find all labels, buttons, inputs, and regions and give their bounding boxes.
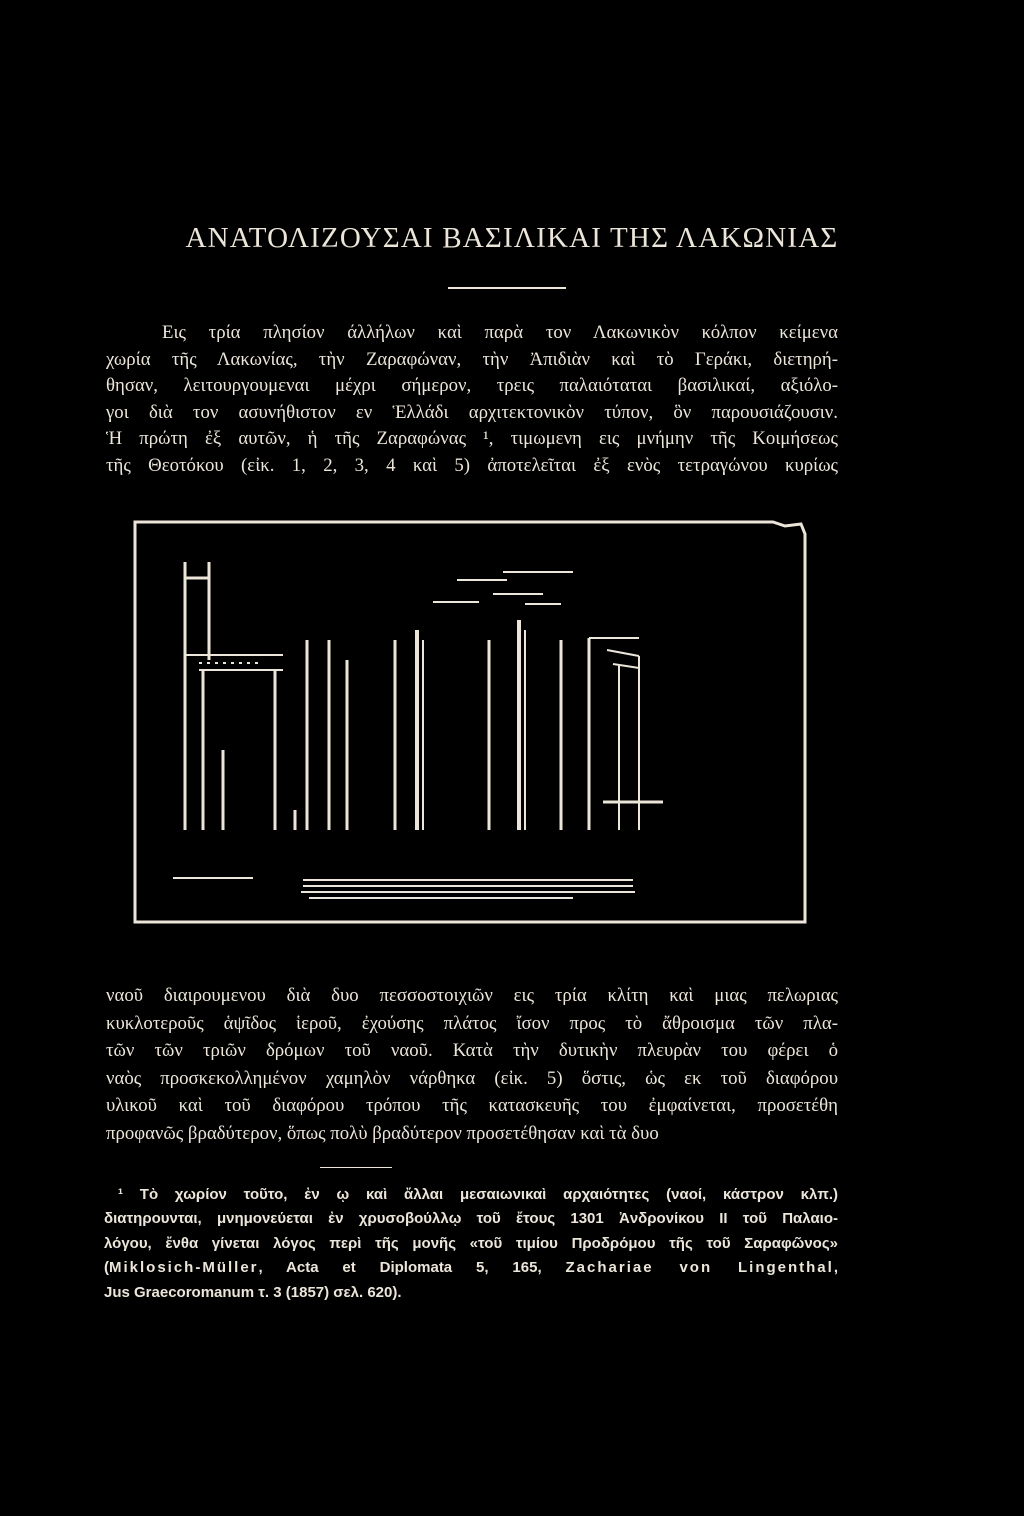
text-line: θησαν, λειτουργουμεναι μέχρι σήμερον, τρεις παλαιόταται βασιλικαί, αξιόλο- <box>106 375 838 396</box>
church-photograph <box>133 520 811 925</box>
paren-open: ( <box>104 1259 109 1277</box>
footnote <box>104 1183 838 1305</box>
text-line: ναοῦ διαιρουμενου διὰ δυο πεσσοστοιχιῶν εις τρία κλίτη καὶ μιας πελωριας <box>106 985 838 1006</box>
text-line: γοι διὰ τον ασυνήθιστον εν Ἑλλάδι αρχιτεκτονικὸν τύπον, ὃν παρουσιάζουσιν. <box>106 401 838 423</box>
page-title: ΑΝΑΤΟΛΙΖΟΥΣΑΙ ΒΑΣΙΛΙΚΑΙ ΤΗΣ ΛΑΚΩΝΙΑΣ <box>185 222 839 254</box>
paragraph-description <box>106 982 838 1148</box>
text-line: τῆς Θεοτόκου (εἰκ. 1, 2, 3, 4 καὶ 5) ἀποτελεῖται ἐξ ενὸς τετραγώνου κυρίως <box>106 454 838 476</box>
footnote-divider <box>320 1167 392 1168</box>
citation-text: , Acta et Diplomata 5, 165, <box>258 1259 566 1277</box>
author-name: Miklosich-Müller <box>109 1259 259 1277</box>
text-line: κυκλοτεροῦς ἁψῖδος ἱεροῦ, ἐχούσης πλάτος ἴσον προς τὸ ἄθροισμα τῶν πλα- <box>106 1012 838 1034</box>
footnote-line: λόγου, ἔνθα γίνεται λόγος περὶ τῆς μονῆς «τοῦ τιμίου Προδρόμου τῆς τοῦ Σαραφῶνος» <box>104 1234 838 1252</box>
text-line: Ἡ πρώτη ἐξ αυτῶν, ἡ τῆς Ζαραφώνας ¹, τιμωμενη εις μνήμην τῆς Κοιμήσεως <box>106 428 838 449</box>
title-divider <box>448 287 566 289</box>
text-line: χωρία τῆς Λακωνίας, τὴν Ζαραφώναν, τὴν Ἀπιδιὰν καὶ τὸ Γεράκι, διετηρή- <box>106 348 838 370</box>
author-name: Zachariae von Lingenthal <box>565 1259 834 1277</box>
text-line: ναὸς προσκεκολλημένον χαμηλὸν νάρθηκα (εἰκ. 5) ὅστις, ὡς εκ τοῦ διαφόρου <box>106 1067 838 1089</box>
text-line: υλικοῦ καὶ τοῦ διαφόρου τρόπου τῆς κατασκευῆς του ἐμφαίνεται, προσετέθη <box>106 1095 838 1117</box>
text-line: Εις τρία πλησίον άλλήλων καὶ παρὰ τον Λακωνικὸν κόλπον κείμενα <box>162 322 838 343</box>
paragraph-intro <box>106 320 838 479</box>
footnote-line: Jus Graecoromanum τ. 3 (1857) σελ. 620). <box>104 1283 402 1301</box>
footnote-line: διατηρουνται, μνημονεύεται ἐν χρυσοβούλλῳ τοῦ ἔτους 1301 Ἀνδρονίκου ΙΙ τοῦ Παλαιο- <box>104 1210 838 1228</box>
footnote-citation-line <box>104 1256 838 1280</box>
text-line: προφανῶς βραδύτερον, ὅπως πολὺ βραδύτερον προσετέθησαν καὶ τὰ δυο <box>106 1122 659 1144</box>
text-line: τῶν τῶν τριῶν δρόμων τοῦ ναοῦ. Κατὰ τὴν δυτικὴν πλευρὰν του φέρει ὁ <box>106 1040 838 1062</box>
footnote-line: ¹ Τὸ χωρίον τοῦτο, ἐν ῳ καὶ ἄλλαι μεσαιωνικαὶ αρχαιότητες (ναοί, κάστρον κλπ.) <box>118 1186 838 1203</box>
citation-end: , <box>833 1259 838 1277</box>
